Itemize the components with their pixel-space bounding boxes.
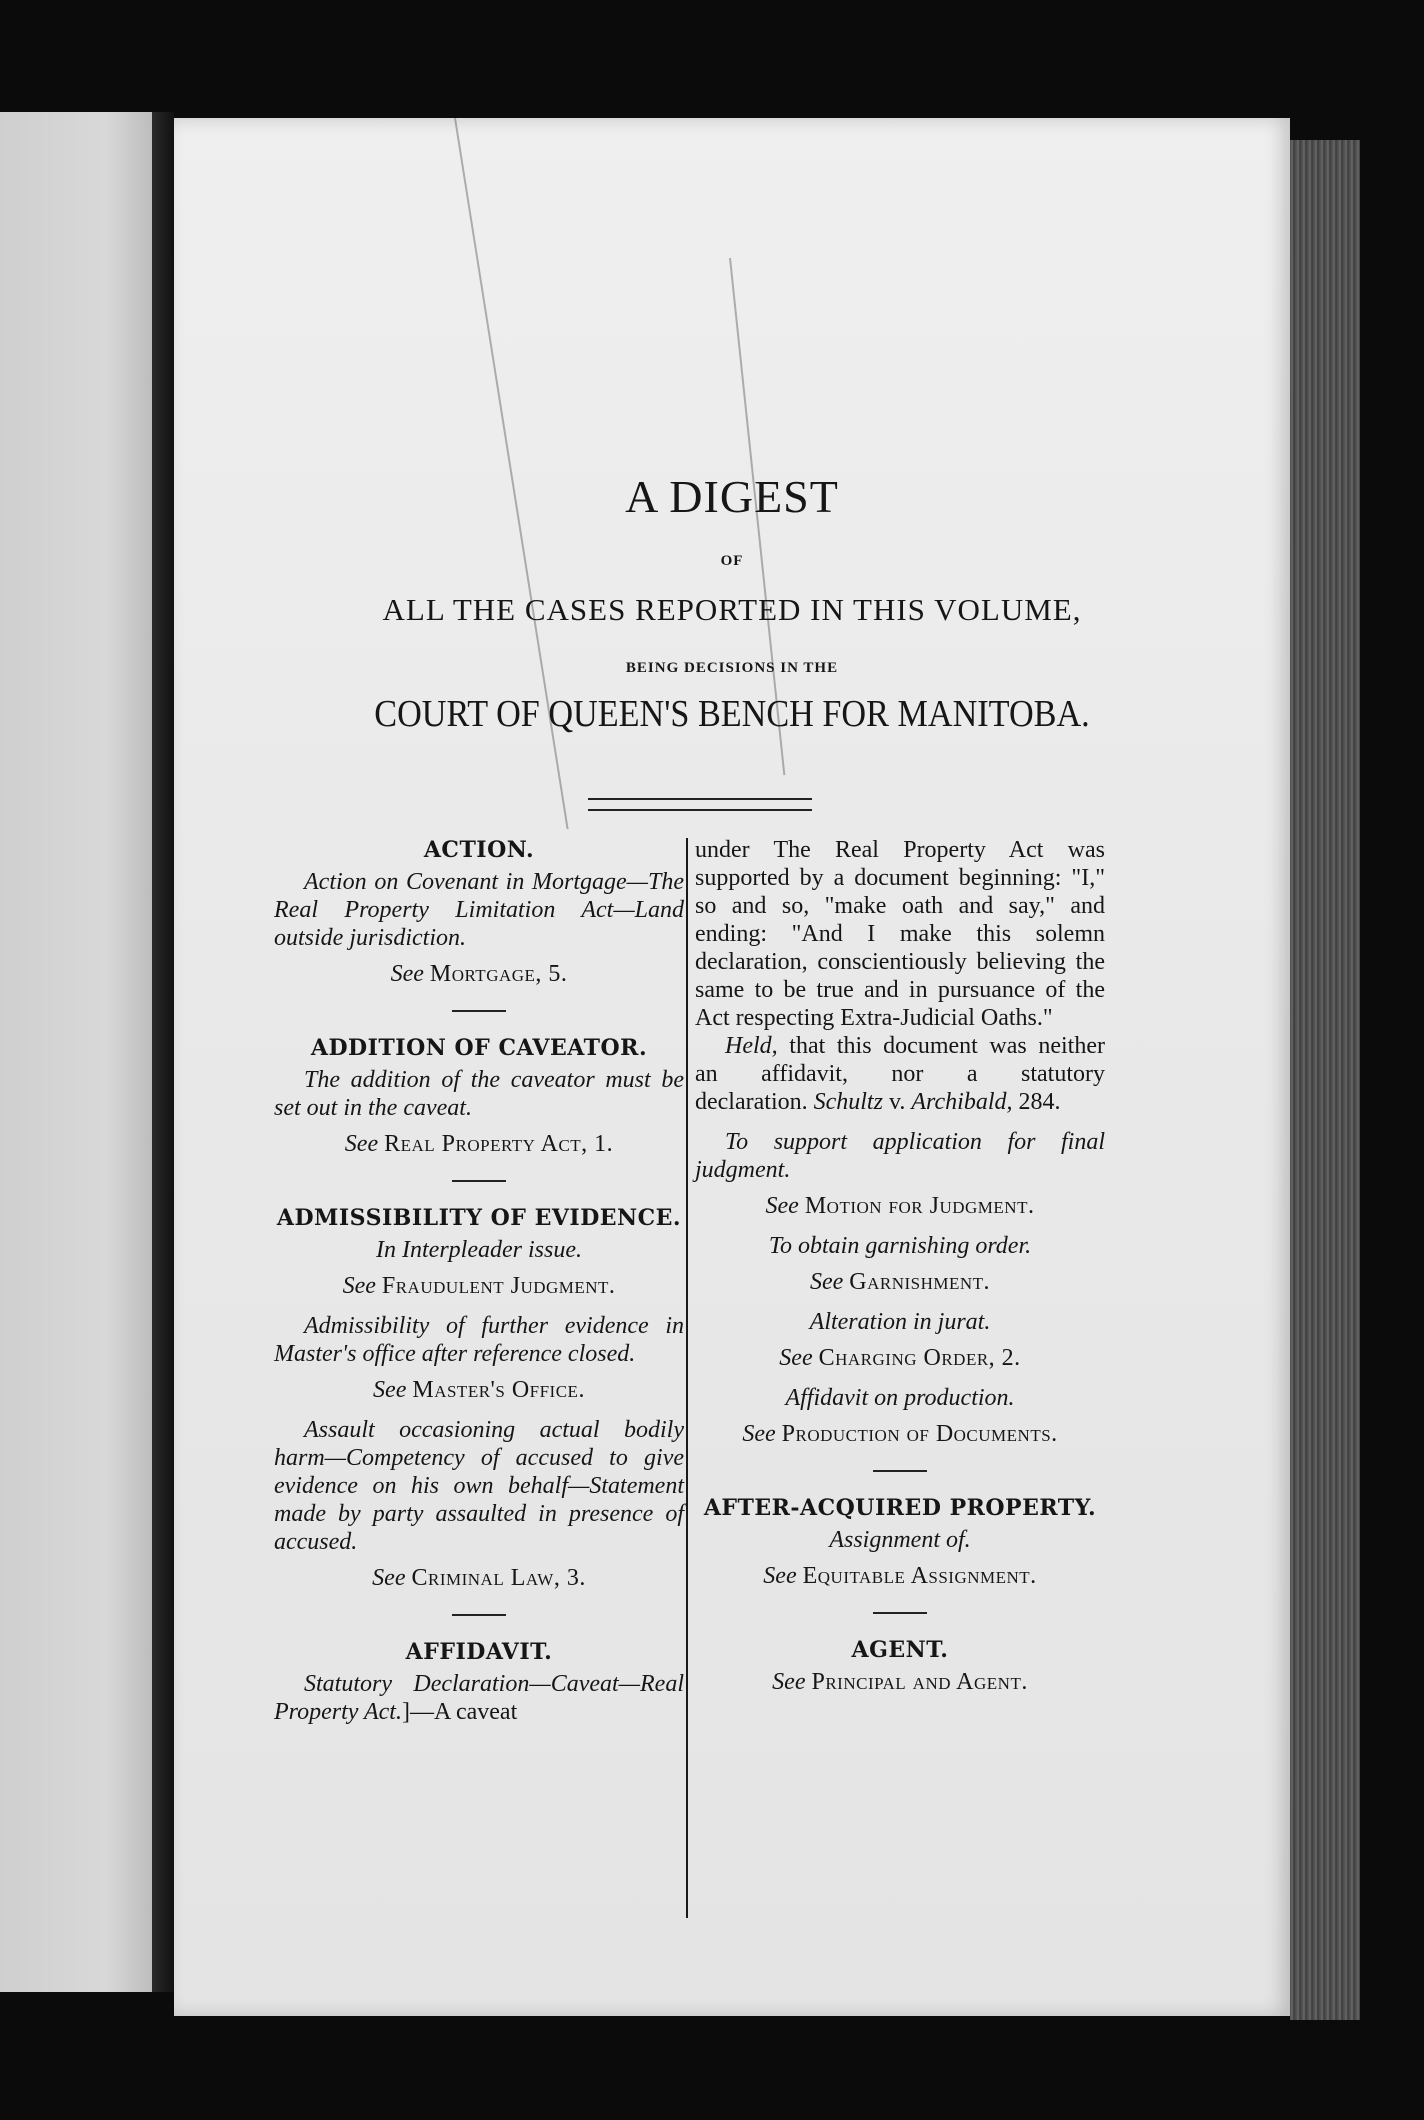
entry-divider bbox=[452, 1614, 506, 1616]
entry-text: Affidavit on production. bbox=[785, 1385, 1015, 1411]
see-label: See bbox=[342, 1273, 376, 1299]
see-target: Real Property Act, 1. bbox=[384, 1131, 614, 1157]
entry-text: Alteration in jurat. bbox=[809, 1309, 991, 1335]
see-label: See bbox=[390, 961, 424, 987]
case-versus: v. bbox=[882, 1089, 912, 1115]
see-target: Motion for Judgment. bbox=[804, 1193, 1035, 1219]
see-reference bbox=[274, 1130, 684, 1158]
see-target: Equitable Assignment. bbox=[802, 1563, 1037, 1589]
page-title: A DIGEST bbox=[625, 471, 839, 522]
entry-holding bbox=[695, 1032, 1105, 1116]
entry-addition-of-caveator bbox=[274, 1034, 684, 1158]
entry-agent bbox=[695, 1636, 1105, 1696]
entry-text bbox=[274, 1670, 684, 1726]
title-divider bbox=[588, 798, 812, 811]
entry-text: To obtain garnishing order. bbox=[768, 1233, 1032, 1259]
entry-divider bbox=[452, 1010, 506, 1012]
see-reference bbox=[695, 1562, 1105, 1590]
see-label: See bbox=[765, 1193, 799, 1219]
entry-affidavit bbox=[274, 1638, 684, 1726]
entry-text-continued: under The Real Property Act was supported by a document beginning: "I," so and so, "make oath and say," and ending: "And I make this solemn declaration, conscientiously believing the same to be true and in pursuance of the Act respecting Extra-Judicial Oaths." bbox=[695, 837, 1105, 1031]
entry-text: Admissibility of further evidence in Master's office after reference closed. bbox=[274, 1313, 684, 1367]
entry-action bbox=[274, 836, 684, 988]
entry-divider bbox=[873, 1612, 927, 1614]
see-reference bbox=[274, 1376, 684, 1404]
see-target: Criminal Law, 3. bbox=[411, 1565, 586, 1591]
entry-text: Assault occasioning actual bodily harm—Competency of accused to give evidence on his own behalf—Statement made by party assaulted in presence of accused. bbox=[274, 1417, 684, 1555]
page-subtitle: ALL THE CASES REPORTED IN THIS VOLUME, bbox=[382, 592, 1082, 627]
held-text: that this document was neither an affidavit, nor a statutory declaration. bbox=[695, 1033, 1105, 1115]
book-page bbox=[174, 118, 1290, 2016]
entry-text-italic: Statutory Declaration—Caveat—Real Property Act. bbox=[274, 1671, 684, 1725]
column-divider bbox=[686, 838, 688, 1918]
see-reference bbox=[274, 960, 684, 988]
see-label: See bbox=[779, 1345, 813, 1371]
entry-text-roman: ]—A caveat bbox=[401, 1699, 518, 1725]
entry-divider bbox=[452, 1180, 506, 1182]
case-name: Schultz bbox=[813, 1089, 883, 1115]
entry-text: To support application for final judgment. bbox=[695, 1129, 1105, 1183]
entry-text: Action on Covenant in Mortgage—The Real Property Limitation Act—Land outside jurisdiction. bbox=[274, 869, 684, 951]
court-name: COURT OF QUEEN'S BENCH FOR MANITOBA. bbox=[374, 693, 1090, 735]
see-target: Fraudulent Judgment. bbox=[381, 1273, 616, 1299]
see-label: See bbox=[742, 1421, 776, 1447]
held-word: Held, bbox=[725, 1033, 778, 1059]
see-reference bbox=[695, 1268, 1105, 1296]
see-target: Charging Order, 2. bbox=[818, 1345, 1021, 1371]
subtitle-connector: BEING DECISIONS IN THE bbox=[625, 660, 839, 676]
title-connector: OF bbox=[720, 553, 744, 569]
entry-after-acquired-property bbox=[695, 1494, 1105, 1590]
entry-text: Assignment of. bbox=[829, 1527, 971, 1553]
page-edges bbox=[1290, 140, 1360, 2020]
see-reference bbox=[695, 1192, 1105, 1220]
entry-divider bbox=[873, 1470, 927, 1472]
see-label: See bbox=[372, 1565, 406, 1591]
see-target: Production of Documents. bbox=[781, 1421, 1058, 1447]
see-label: See bbox=[772, 1669, 806, 1695]
case-page: 284. bbox=[1012, 1089, 1061, 1115]
see-target: Master's Office. bbox=[412, 1377, 585, 1403]
entry-heading: ACTION. bbox=[423, 837, 535, 863]
entry-text: In Interpleader issue. bbox=[376, 1237, 582, 1263]
entry-heading: AFFIDAVIT. bbox=[405, 1639, 553, 1665]
case-name: Archibald, bbox=[911, 1089, 1013, 1115]
entry-heading: AFTER-ACQUIRED PROPERTY. bbox=[703, 1495, 1097, 1521]
see-label: See bbox=[809, 1269, 844, 1295]
entry-heading: ADDITION OF CAVEATOR. bbox=[310, 1035, 648, 1061]
right-column bbox=[695, 836, 1105, 1696]
facing-page bbox=[0, 112, 152, 1992]
entry-text: The addition of the caveator must be set out in the caveat. bbox=[274, 1067, 684, 1121]
see-reference bbox=[695, 1420, 1105, 1448]
entry-admissibility-of-evidence bbox=[274, 1204, 684, 1592]
see-reference bbox=[695, 1668, 1105, 1696]
see-target: Garnishment. bbox=[849, 1269, 991, 1295]
entry-heading: AGENT. bbox=[851, 1637, 949, 1663]
see-label: See bbox=[763, 1563, 797, 1589]
left-column bbox=[274, 836, 684, 1726]
see-label: See bbox=[344, 1131, 379, 1157]
see-label: See bbox=[373, 1377, 407, 1403]
see-reference bbox=[274, 1272, 684, 1300]
see-reference bbox=[695, 1344, 1105, 1372]
see-target: Mortgage, 5. bbox=[429, 961, 568, 987]
book-gutter bbox=[152, 112, 174, 1992]
entry-heading: ADMISSIBILITY OF EVIDENCE. bbox=[276, 1205, 682, 1231]
see-reference bbox=[274, 1564, 684, 1592]
see-target: Principal and Agent. bbox=[811, 1669, 1028, 1695]
